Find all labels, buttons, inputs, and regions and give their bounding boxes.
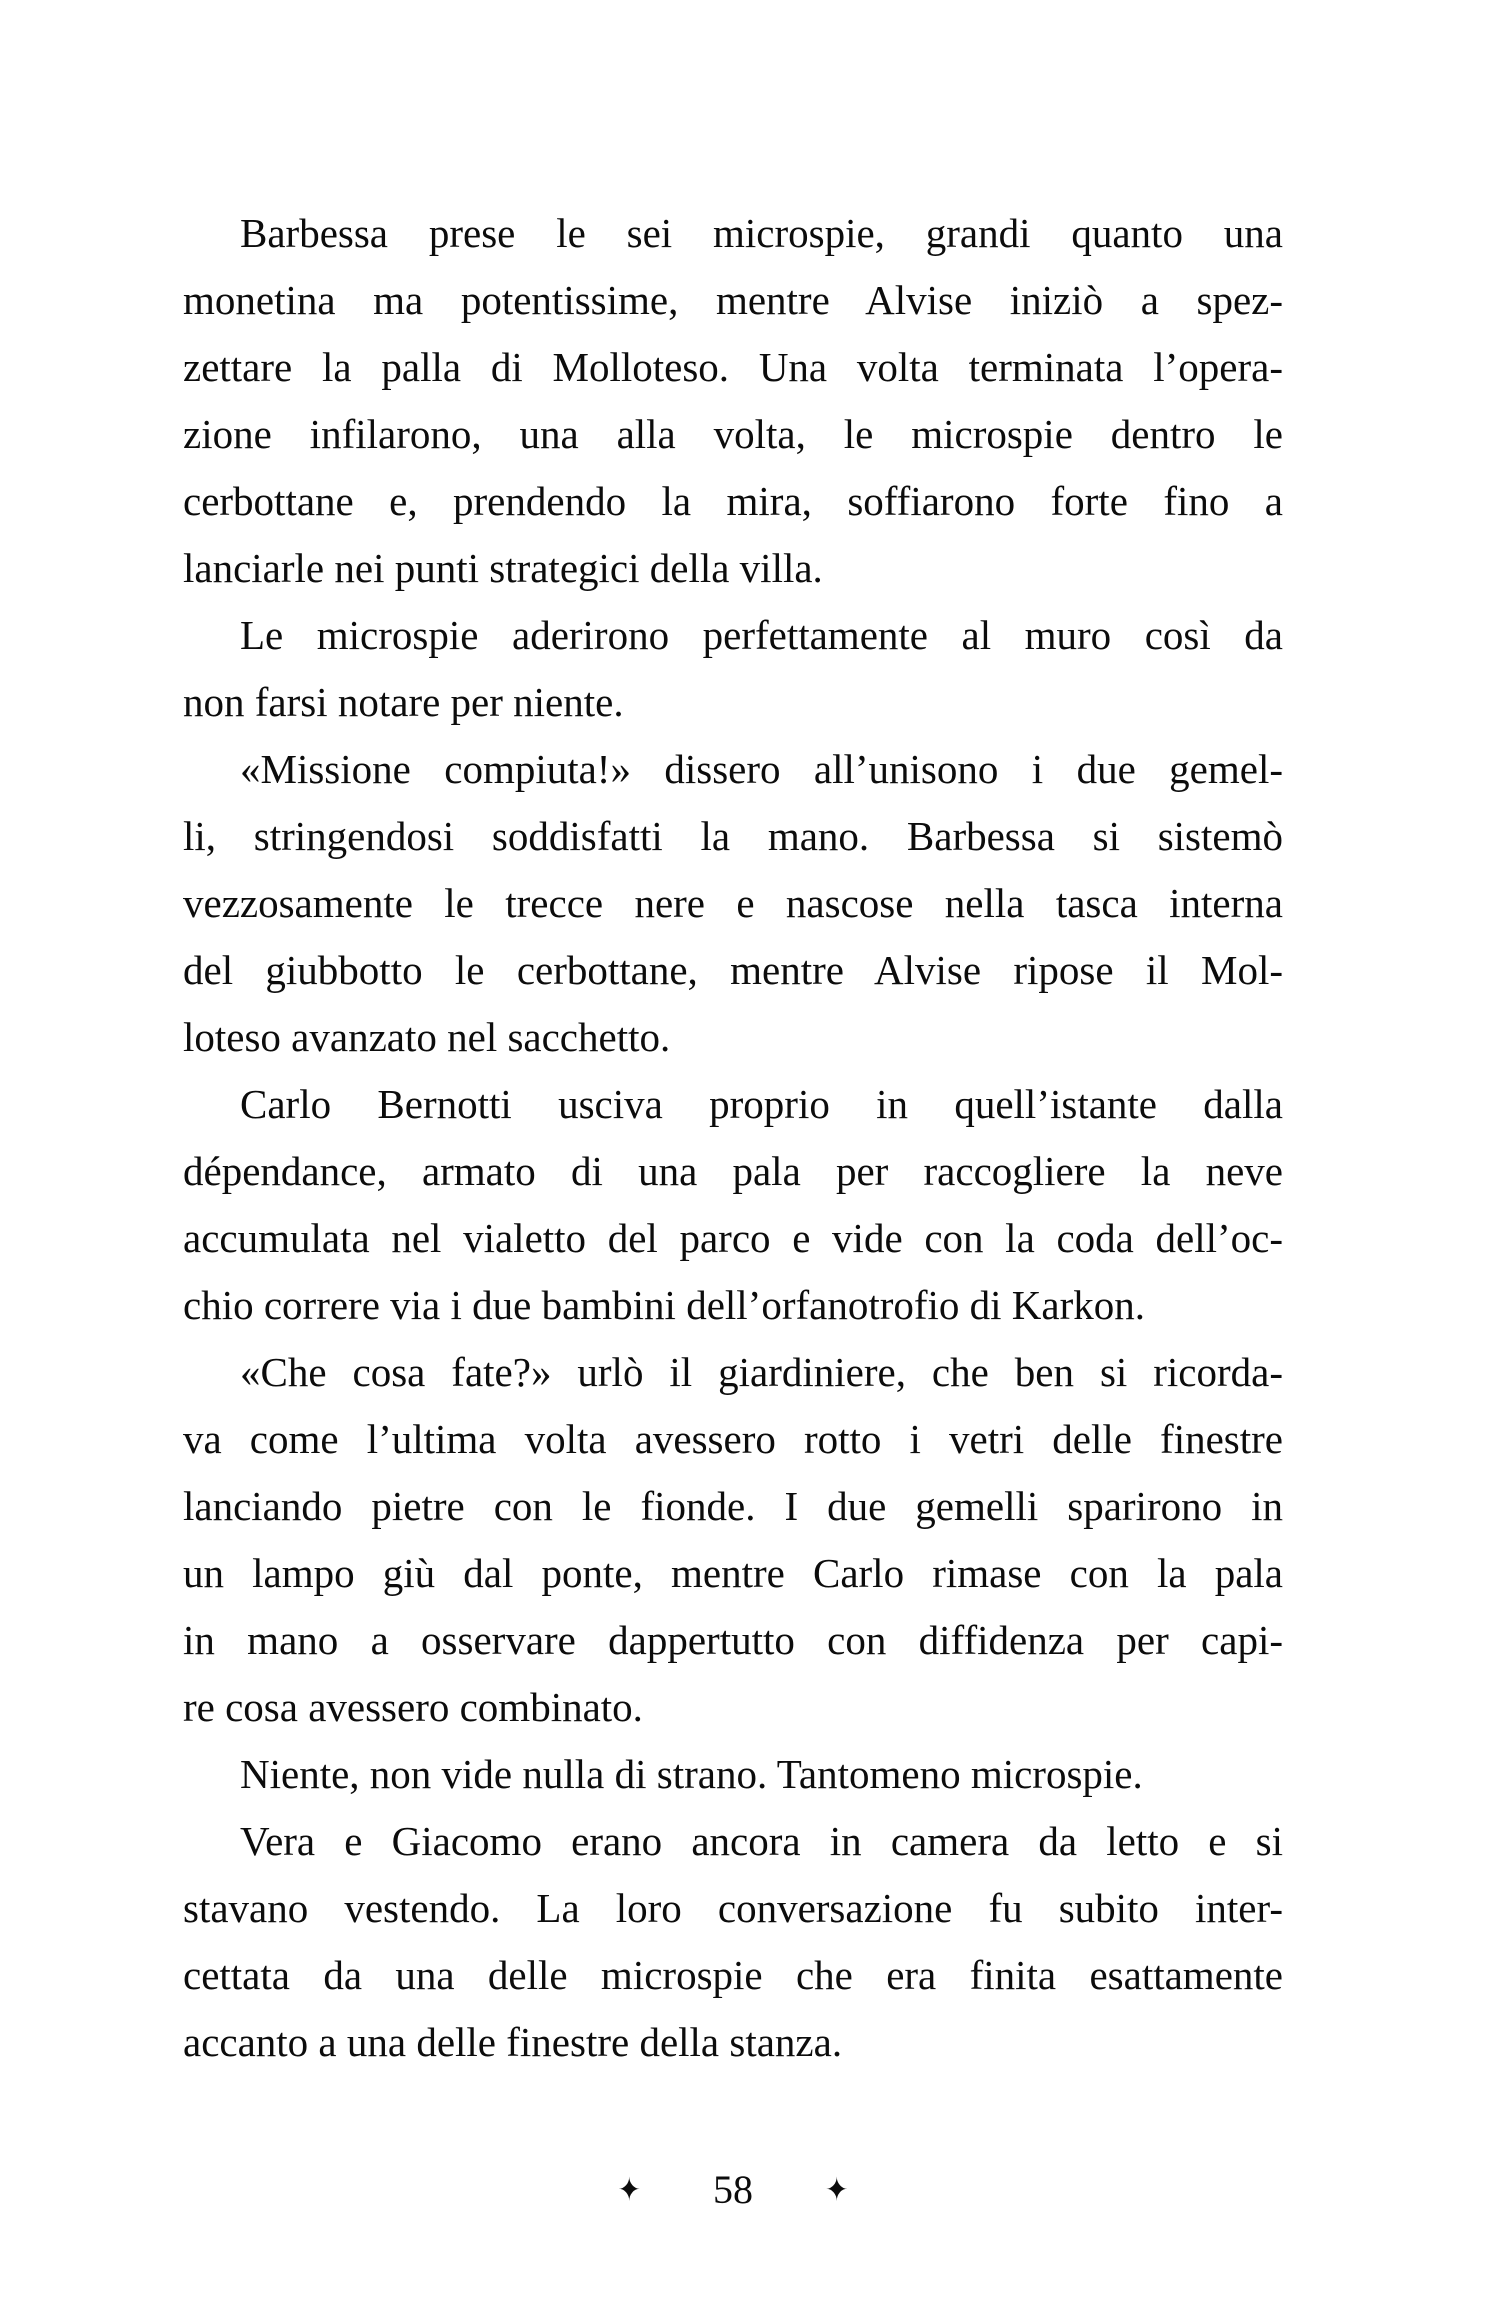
paragraph [183,200,1283,602]
body-text [183,200,1283,2076]
paragraph [183,602,1283,736]
ornament-star-left-icon: ✦ [617,2170,641,2209]
text-line: monetina ma potentissime, mentre Alvise iniziò a spez- [183,277,1283,323]
text-line: accanto a una delle finestre della stanza. [183,2019,843,2065]
text-line: «Missione compiuta!» dissero all’unisono i due gemel- [240,746,1283,792]
text-line: in mano a osservare dappertutto con diffidenza per capi- [183,1617,1283,1663]
text-line: vezzosamente le trecce nere e nascose nella tasca interna [183,880,1283,926]
text-line: «Che cosa fate?» urlò il giardiniere, che ben si ricorda- [240,1349,1283,1395]
paragraph [183,1741,1283,1808]
text-line: li, stringendosi soddisfatti la mano. Barbessa si sistemò [183,813,1283,859]
text-line: cerbottane e, prendendo la mira, soffiarono forte fino a [183,478,1283,524]
text-line: zettare la palla di Molloteso. Una volta terminata l’opera- [183,344,1283,390]
text-line: un lampo giù dal ponte, mentre Carlo rimase con la pala [183,1550,1283,1596]
text-line: lanciarle nei punti strategici della villa. [183,545,823,591]
page-footer [183,2158,1283,2222]
text-line: lanciando pietre con le fionde. I due gemelli sparirono in [183,1483,1283,1529]
text-line: chio correre via i due bambini dell’orfanotrofio di Karkon. [183,1282,1146,1328]
paragraph [183,1339,1283,1741]
text-line: Barbessa prese le sei microspie, grandi quanto una [240,210,1283,256]
text-line: loteso avanzato nel sacchetto. [183,1014,671,1060]
text-line: re cosa avessero combinato. [183,1684,643,1730]
text-line: dépendance, armato di una pala per raccogliere la neve [183,1148,1283,1194]
text-line: va come l’ultima volta avessero rotto i vetri delle finestre [183,1416,1283,1462]
text-line: cettata da una delle microspie che era finita esattamente [183,1952,1283,1998]
text-line: del giubbotto le cerbottane, mentre Alvise ripose il Mol- [183,947,1283,993]
text-line: stavano vestendo. La loro conversazione fu subito inter- [183,1885,1283,1931]
paragraph [183,736,1283,1071]
text-line: Le microspie aderirono perfettamente al muro così da [240,612,1283,658]
text-line: non farsi notare per niente. [183,679,624,725]
paragraph [183,1808,1283,2076]
page-number: 58 [713,2167,753,2212]
text-line: Niente, non vide nulla di strano. Tantomeno microspie. [240,1751,1143,1797]
text-line: zione infilarono, una alla volta, le microspie dentro le [183,411,1283,457]
text-line: Carlo Bernotti usciva proprio in quell’istante dalla [240,1081,1283,1127]
text-line: accumulata nel vialetto del parco e vide con la coda dell’oc- [183,1215,1283,1261]
paragraph [183,1071,1283,1339]
ornament-star-right-icon: ✦ [825,2170,849,2209]
text-line: Vera e Giacomo erano ancora in camera da letto e si [240,1818,1283,1864]
